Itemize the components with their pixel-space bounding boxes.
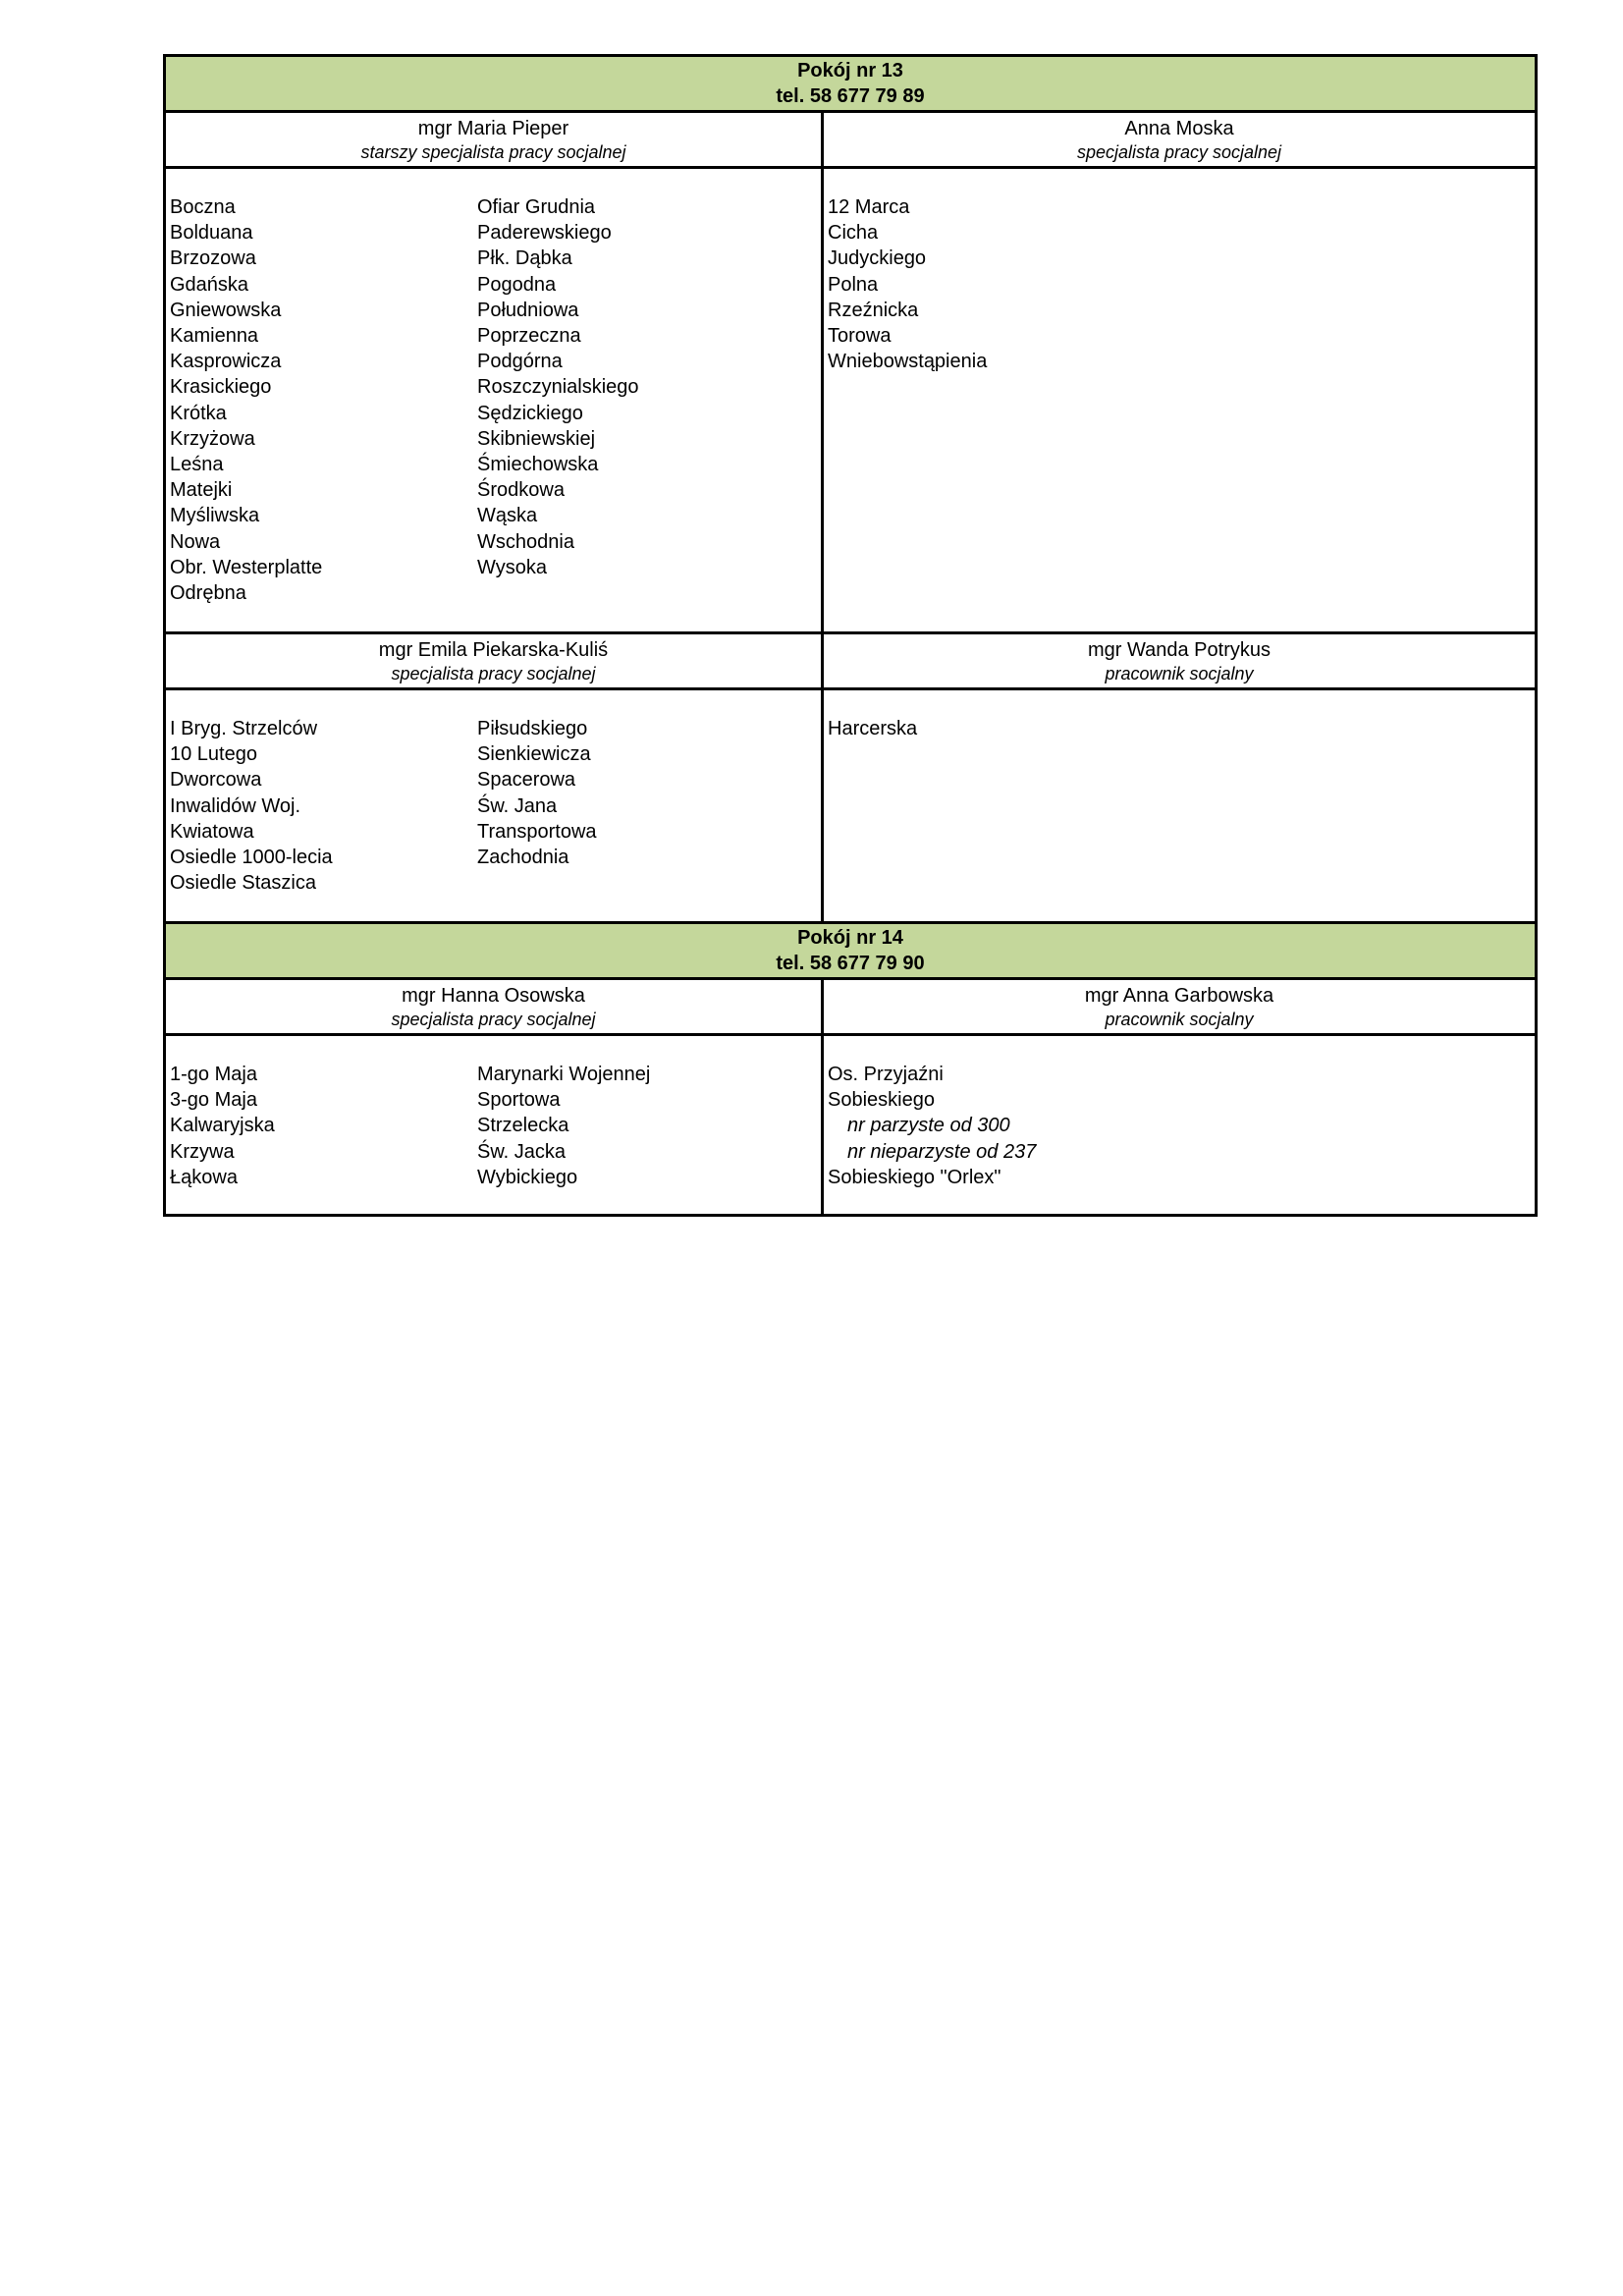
- person-name: mgr Wanda Potrykus: [1088, 639, 1271, 661]
- street-name: Sportowa: [477, 1089, 561, 1112]
- person-header: [824, 980, 1535, 1033]
- person-name: mgr Hanna Osowska: [402, 985, 585, 1007]
- street-name: Inwalidów Woj.: [170, 794, 301, 817]
- person-header: [824, 634, 1535, 687]
- street-name: Wniebowstąpienia: [828, 351, 988, 373]
- street-list: [166, 169, 824, 631]
- person-header: [824, 113, 1535, 166]
- street-column: [477, 1062, 650, 1190]
- street-name: Sobieskiego "Orlex": [828, 1166, 1001, 1188]
- streets-row: [166, 1036, 1535, 1214]
- assignment-table: [163, 54, 1538, 1217]
- person-name: Anna Moska: [1124, 118, 1234, 139]
- street-name: Spacerowa: [477, 769, 576, 792]
- street-list: [166, 1036, 824, 1214]
- street-name: Wschodnia: [477, 530, 574, 553]
- street-name: Osiedle 1000-lecia: [170, 847, 333, 869]
- street-name: Sobieskiego: [828, 1089, 935, 1112]
- street-name: Judyckiego: [828, 247, 927, 270]
- street-name: Zachodnia: [477, 847, 569, 869]
- street-name: 1-go Maja: [170, 1064, 257, 1085]
- street-name: nr nieparzyste od 237: [847, 1140, 1037, 1163]
- street-name: Piłsudskiego: [477, 718, 588, 739]
- street-name: Sędzickiego: [477, 402, 583, 424]
- street-name: Dworcowa: [170, 769, 262, 792]
- person-row: [166, 634, 1535, 690]
- street-name: Poprzeczna: [477, 325, 581, 348]
- street-name: Strzelecka: [477, 1115, 569, 1137]
- street-column: [170, 1062, 477, 1190]
- street-name: Matejki: [170, 479, 233, 502]
- street-name: Bolduana: [170, 222, 253, 245]
- streets-row: [166, 169, 1535, 634]
- street-list: [824, 1036, 1535, 1214]
- street-name: Cicha: [828, 222, 879, 245]
- person-role: specjalista pracy socjalnej: [1076, 142, 1282, 162]
- street-name: Marynarki Wojennej: [477, 1064, 651, 1085]
- person-name: mgr Maria Pieper: [417, 118, 569, 139]
- person-role: pracownik socjalny: [1105, 664, 1254, 683]
- street-column: [477, 716, 597, 896]
- person-role: specjalista pracy socjalnej: [391, 664, 596, 683]
- street-list: [824, 169, 1535, 631]
- room-phone: tel. 58 677 79 90: [776, 953, 925, 974]
- streets-row: [166, 690, 1535, 924]
- street-column: [170, 194, 477, 606]
- street-list: [824, 690, 1535, 921]
- person-name: mgr Anna Garbowska: [1084, 985, 1274, 1007]
- street-name: Wąska: [477, 505, 538, 527]
- street-name: Ofiar Grudnia: [477, 196, 596, 218]
- street-name: Rzeźnicka: [828, 299, 919, 321]
- room-title: Pokój nr 13: [797, 60, 903, 82]
- street-name: Kwiatowa: [170, 820, 254, 843]
- person-name: mgr Emila Piekarska-Kuliś: [378, 639, 609, 661]
- street-name: Polna: [828, 273, 879, 296]
- person-role: specjalista pracy socjalnej: [391, 1010, 596, 1029]
- room-title: Pokój nr 14: [797, 927, 903, 949]
- street-name: 10 Lutego: [170, 743, 257, 766]
- street-name: 12 Marca: [828, 196, 910, 218]
- street-column: [828, 194, 987, 374]
- person-row: [166, 980, 1535, 1036]
- street-name: Gniewowska: [170, 299, 282, 321]
- person-row: [166, 113, 1535, 169]
- street-name: nr parzyste od 300: [847, 1115, 1010, 1137]
- street-name: Sienkiewicza: [477, 743, 591, 766]
- street-name: Brzozowa: [170, 247, 256, 270]
- street-name: Krasickiego: [170, 376, 272, 399]
- street-name: 3-go Maja: [170, 1089, 257, 1112]
- street-name: Skibniewskiej: [477, 427, 596, 450]
- street-name: Os. Przyjaźni: [828, 1064, 944, 1085]
- street-column: [170, 716, 477, 896]
- street-name: Odrębna: [170, 582, 246, 605]
- street-name: Obr. Westerplatte: [170, 556, 323, 578]
- street-name: Myśliwska: [170, 505, 260, 527]
- street-name: Południowa: [477, 299, 579, 321]
- street-name: Płk. Dąbka: [477, 247, 572, 270]
- street-name: Środkowa: [477, 479, 565, 502]
- street-name: Wybickiego: [477, 1166, 578, 1188]
- person-header: [166, 113, 824, 166]
- street-name: Paderewskiego: [477, 222, 612, 245]
- person-role: starszy specjalista pracy socjalnej: [360, 142, 626, 162]
- street-name: Łąkowa: [170, 1166, 238, 1188]
- street-name: Krótka: [170, 402, 227, 424]
- street-name: Kalwaryjska: [170, 1115, 275, 1137]
- room-header-13: [166, 57, 1535, 113]
- street-name: Roszczynialskiego: [477, 376, 639, 399]
- street-name: Św. Jacka: [477, 1140, 567, 1163]
- street-name: Pogodna: [477, 273, 557, 296]
- street-name: Osiedle Staszica: [170, 872, 316, 895]
- street-name: Torowa: [828, 325, 892, 348]
- street-name: Harcerska: [828, 718, 918, 739]
- street-name: Śmiechowska: [477, 454, 599, 476]
- person-header: [166, 980, 824, 1033]
- street-name: Kasprowicza: [170, 351, 282, 373]
- street-column: [477, 194, 639, 606]
- street-list: [166, 690, 824, 921]
- street-name: Św. Jana: [477, 794, 558, 817]
- room-header-14: [166, 924, 1535, 980]
- street-name: Transportowa: [477, 820, 597, 843]
- street-name: Nowa: [170, 530, 221, 553]
- street-name: Gdańska: [170, 273, 249, 296]
- street-name: Kamienna: [170, 325, 259, 348]
- street-name: Boczna: [170, 196, 236, 218]
- room-phone: tel. 58 677 79 89: [776, 85, 925, 107]
- street-name: Podgórna: [477, 351, 563, 373]
- person-header: [166, 634, 824, 687]
- street-column: [828, 1062, 1036, 1190]
- street-name: Krzyżowa: [170, 427, 255, 450]
- street-name: Wysoka: [477, 556, 547, 578]
- street-name: Krzywa: [170, 1140, 235, 1163]
- street-name: I Bryg. Strzelców: [170, 718, 318, 739]
- street-column: [828, 716, 917, 741]
- person-role: pracownik socjalny: [1105, 1010, 1254, 1029]
- street-name: Leśna: [170, 454, 224, 476]
